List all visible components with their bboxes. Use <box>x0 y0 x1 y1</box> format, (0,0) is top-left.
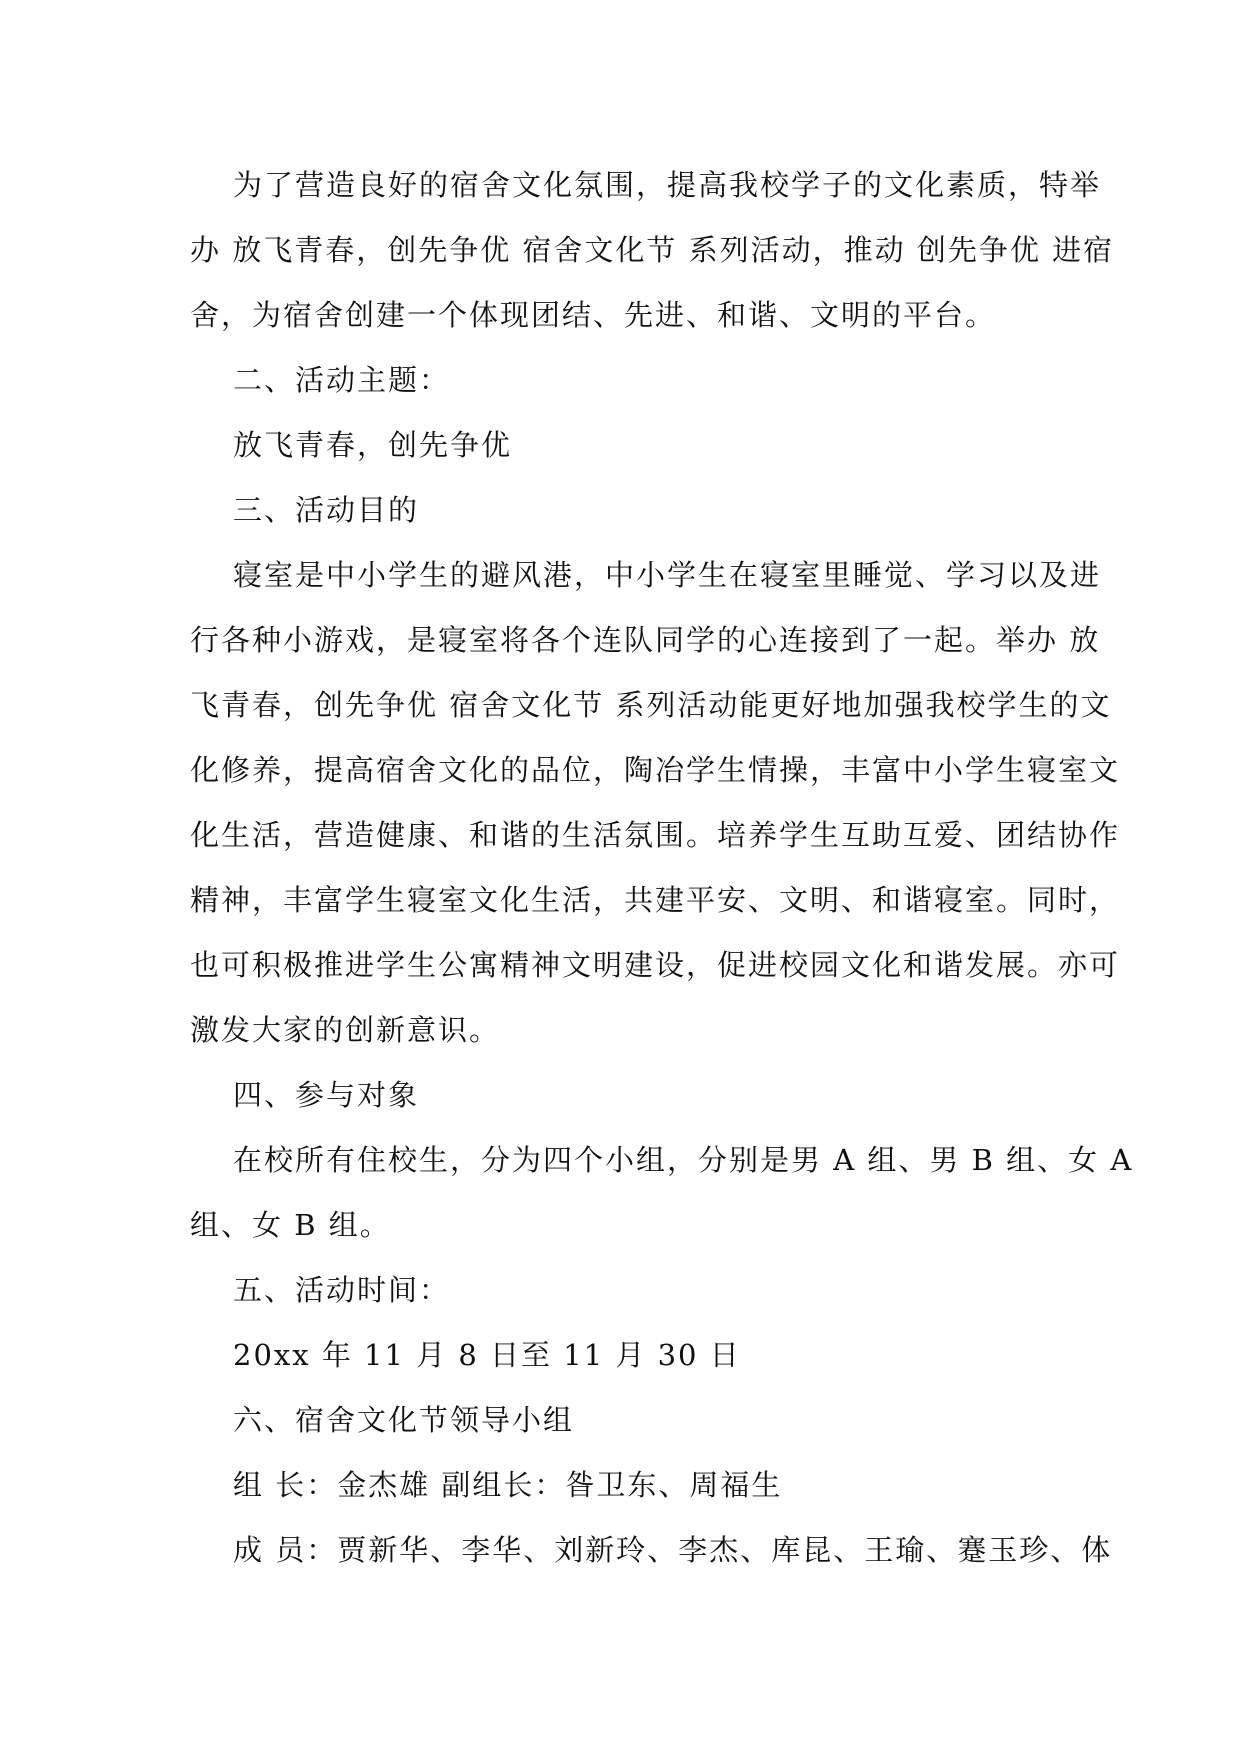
heading-participants: 四、参与对象 <box>233 1078 420 1112</box>
leadership-leaders: 组 长：金杰雄 副组长：昝卫东、周福生 <box>233 1468 783 1502</box>
paragraph-purpose-line-2: 行各种小游戏，是寝室将各个连队同学的心连接到了一起。举办 放 <box>190 623 1101 657</box>
leadership-members: 成 员：贾新华、李华、刘新玲、李杰、库昆、王瑜、蹇玉珍、体 <box>233 1533 1113 1567</box>
activity-time-text: 20xx 年 11 月 8 日至 11 月 30 日 <box>233 1338 741 1372</box>
paragraph-purpose-line-7: 也可积极推进学生公寓精神文明建设，促进校园文化和谐发展。亦可 <box>190 948 1121 982</box>
activity-theme-text: 放飞青春，创先争优 <box>233 428 513 462</box>
paragraph-purpose-line-4: 化修养，提高宿舍文化的品位，陶冶学生情操，丰富中小学生寝室文 <box>190 753 1121 787</box>
paragraph-purpose-line-3: 飞青春，创先争优 宿舍文化节 系列活动能更好地加强我校学生的文 <box>190 688 1112 722</box>
paragraph-intro-line-1: 为了营造良好的宿舍文化氛围，提高我校学子的文化素质，特举 <box>233 168 1102 202</box>
paragraph-purpose-line-6: 精神，丰富学生寝室文化生活，共建平安、文明、和谐寝室。同时， <box>190 883 1121 917</box>
heading-leadership-group: 六、宿舍文化节领导小组 <box>233 1403 575 1437</box>
heading-activity-purpose: 三、活动目的 <box>233 493 420 527</box>
paragraph-participants-line-1: 在校所有住校生，分为四个小组，分别是男 A 组、男 B 组、女 A <box>233 1143 1134 1177</box>
heading-activity-theme: 二、活动主题： <box>233 363 451 397</box>
paragraph-purpose-line-8: 激发大家的创新意识。 <box>190 1013 501 1047</box>
paragraph-purpose-line-1: 寝室是中小学生的避风港，中小学生在寝室里睡觉、学习以及进 <box>233 558 1102 592</box>
paragraph-intro-line-3: 舍，为宿舍创建一个体现团结、先进、和谐、文明的平台。 <box>190 298 997 332</box>
paragraph-participants-line-2: 组、女 B 组。 <box>190 1208 391 1242</box>
paragraph-purpose-line-5: 化生活，营造健康、和谐的生活氛围。培养学生互助互爱、团结协作 <box>190 818 1121 852</box>
paragraph-intro-line-2: 办 放飞青春，创先争优 宿舍文化节 系列活动，推动 创先争优 进宿 <box>190 233 1115 267</box>
heading-activity-time: 五、活动时间： <box>233 1273 451 1307</box>
